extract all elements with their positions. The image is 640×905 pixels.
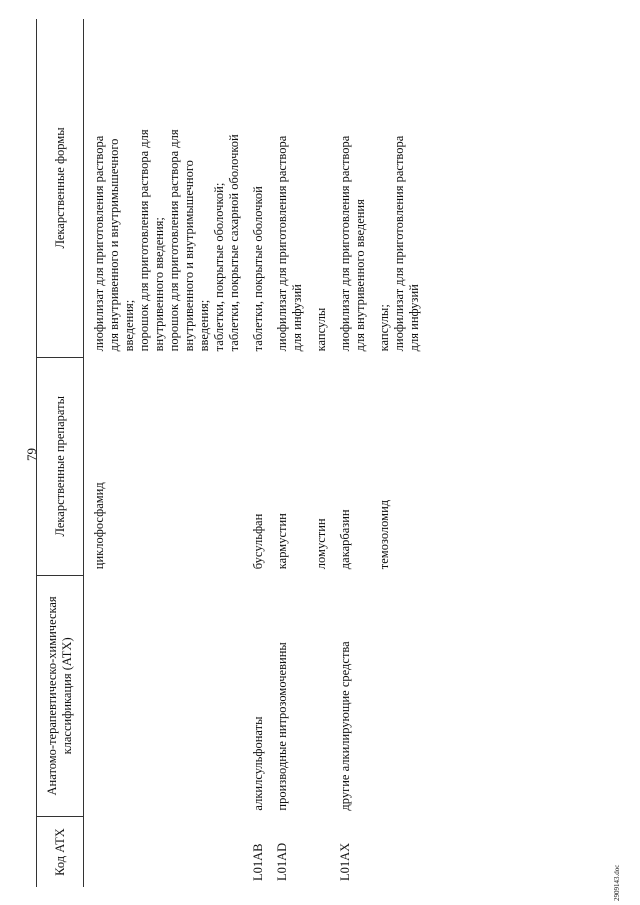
form-line: лиофилизат для приготовления раствора [392, 135, 406, 352]
row-atc-group [375, 575, 429, 816]
form-line: для внутривенного введения [353, 199, 367, 352]
header-atc: Анатомо-терапевтическо-химическая классификация (АТХ) [37, 575, 84, 816]
row-forms [336, 19, 375, 357]
form-line: внутривенного введения; [152, 217, 166, 352]
header-forms: Лекарственные формы [37, 19, 84, 357]
row-atc-group [84, 575, 250, 816]
form-line: для внутривенного и внутримышечного [107, 138, 121, 352]
form-line: введения; [197, 299, 211, 352]
form-line: лиофилизат для приготовления раствора [92, 135, 106, 352]
table-row [375, 19, 429, 887]
form-line: порошок для приготовления раствора для [167, 129, 181, 352]
table-row [336, 19, 375, 887]
row-code: L01AB [251, 843, 265, 881]
row-code [375, 817, 429, 887]
row-drug: темозоломид [377, 499, 391, 570]
row-atc-group: производные нитрозомочевины [275, 642, 289, 811]
table-row [249, 19, 273, 887]
footer-filename: 2909143.doc [613, 864, 621, 901]
header-code: Код АТХ [37, 817, 84, 887]
row-code: L01AX [338, 842, 352, 881]
row-code [84, 817, 250, 887]
table-row [273, 19, 312, 887]
row-forms [249, 19, 273, 357]
row-code: L01AD [275, 842, 289, 881]
form-line: капсулы; [377, 304, 391, 352]
row-code [312, 817, 336, 887]
form-line: капсулы [314, 307, 328, 352]
form-line: лиофилизат для приготовления раствора [338, 135, 352, 352]
drug-table [36, 19, 429, 887]
form-line: для инфузий [407, 284, 421, 352]
row-forms [375, 19, 429, 357]
form-line: введения; [122, 299, 136, 352]
table-header-row [37, 19, 84, 887]
form-line: порошок для приготовления раствора для [137, 129, 151, 352]
row-atc-group [312, 575, 336, 816]
form-line: внутривенного и внутримышечного [182, 160, 196, 352]
form-line: для инфузий [290, 284, 304, 352]
page-number: 79 [24, 448, 39, 461]
header-drugs: Лекарственные препараты [37, 357, 84, 575]
form-line: таблетки, покрытые оболочкой [251, 186, 265, 352]
form-line: таблетки, покрытые оболочкой; [212, 182, 226, 352]
form-line: таблетки, покрытые сахарной оболочкой [227, 134, 241, 352]
row-drug: циклофосфамид [92, 482, 106, 570]
row-drug: бусульфан [251, 513, 265, 570]
row-drug: кармустин [275, 513, 289, 570]
form-line: лиофилизат для приготовления раствора [275, 135, 289, 352]
row-atc-group: другие алкилирующие средства [338, 641, 352, 811]
row-drug: дакарбазин [338, 509, 352, 570]
row-forms [312, 19, 336, 357]
row-drug: ломустин [314, 518, 328, 570]
row-forms [273, 19, 312, 357]
row-forms [84, 19, 250, 357]
table-row [312, 19, 336, 887]
row-atc-group: алкилсульфонаты [251, 716, 265, 811]
table-row [84, 19, 250, 887]
